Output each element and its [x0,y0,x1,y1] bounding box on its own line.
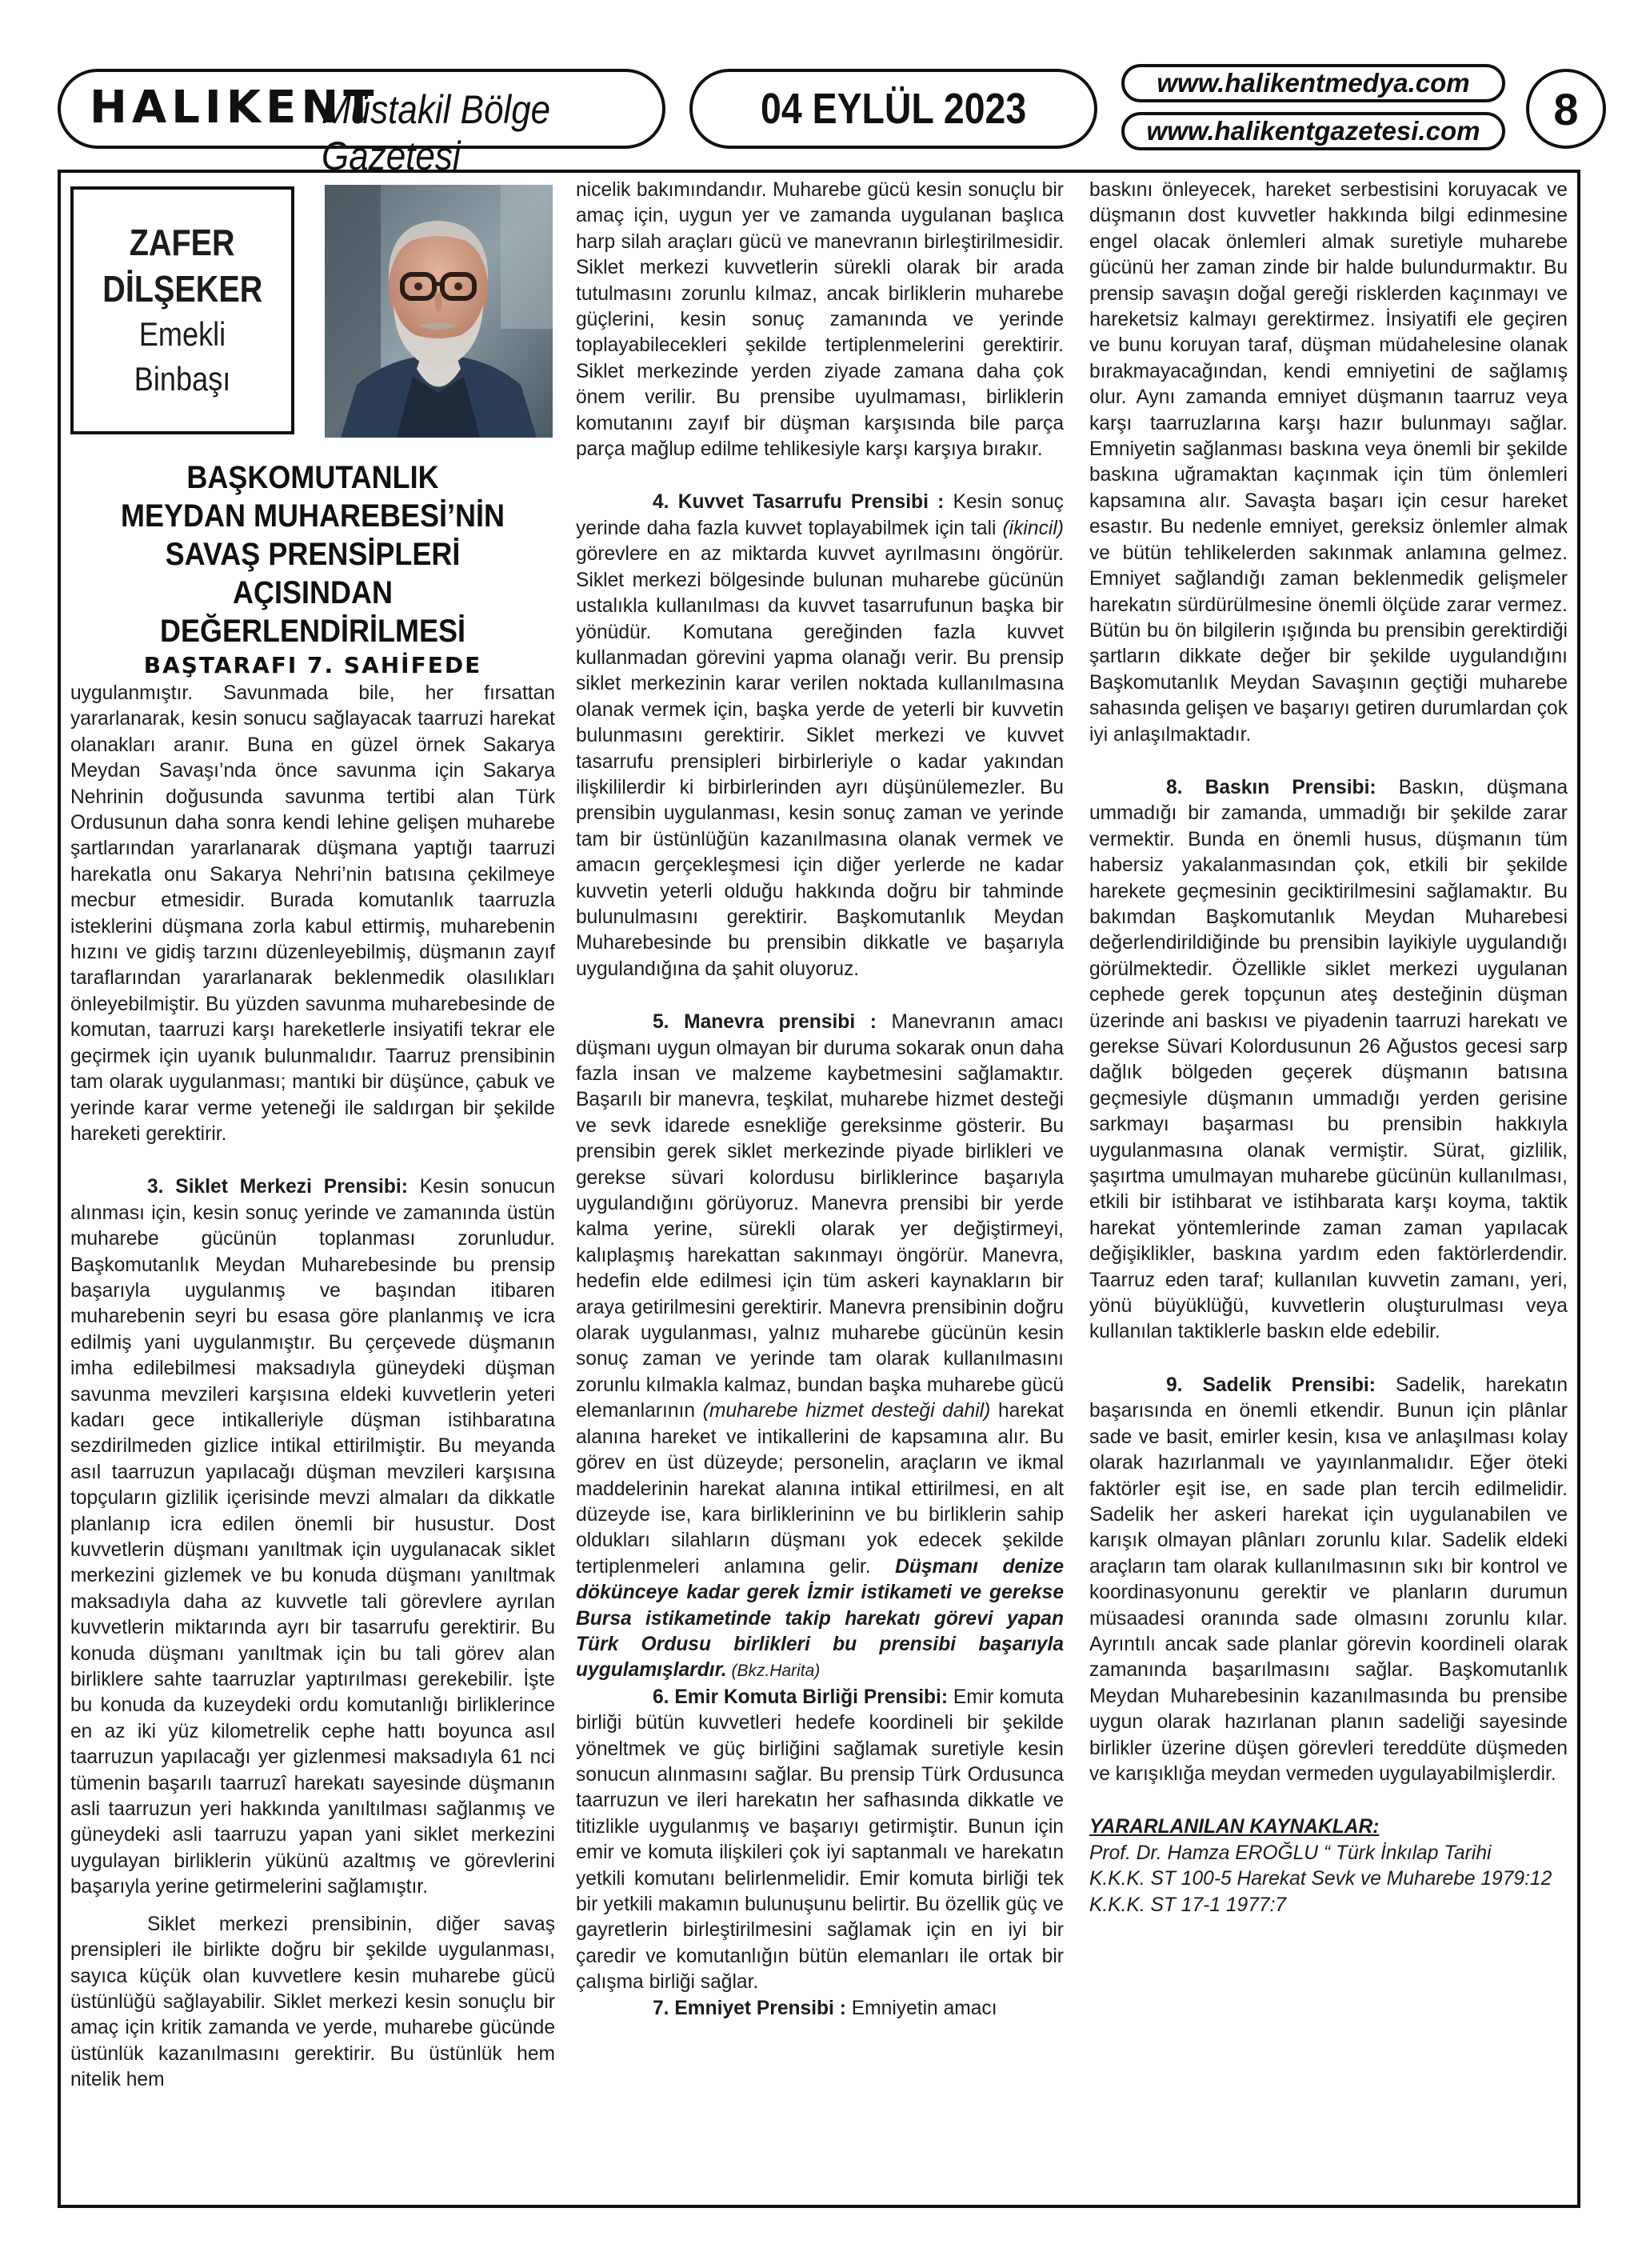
masthead-logo-box [58,69,665,178]
heading-principle-8: 8. Baskın Prensibi: [1166,776,1376,798]
reference-item-3: K.K.K. ST 17-1 1977:7 [1089,1894,1287,1916]
article-title [94,458,530,650]
page-number-badge [1526,69,1606,149]
paragraph-principle-5: 5. Manevra prensibi : Manevranın amacı düşmanı uygun olmayan bir duruma sokarak onun daha fazla insan ve malzeme kaybetmesini sağlamaktır. Başarılı bir manevra, teşkilat, muharebe hizmet desteği ve sevk idarede esnekliğe gereksinme gösterir. Bu prensibin gerek siklet merkezinde piyade birlikleri ve gerekse süvari kolordusu birliklerince başarıyla uygulandığını görüyoruz. Manevra prensibi bir yerde kalma yerine, sürekli olarak yer değiştirmeyi, kalıplaşmış harekattan sakınmayı öngörür. Manevra, hedefin elde edilmesi için tüm askeri kaynakların bir araya getirilmesini gerektirir. Manevra prensibinin doğru olarak uygulanması, yalnız muharebe gücünün kesin sonuç zaman ve yerinde tam olarak kullanılmasını zorunlu kılmakla kalmaz, bundan başka muharebe gücü elemanlarının (muharebe hizmet desteği dahil) harekat alanına hareket ve intikallerini de kapsamına alır. Bu görev en üst düzeyde; personelin, araçların ve ikmal maddelerinin harekat alanına intikal ettirilmesi, en alt düzeyde ise, kara birliklerininn ve bu birliklerin sahip oldukları silahların düşmanı yok edecek şekilde tertiplenmeleri anlamına gelir. Düşmanı denize dökünceye kadar gerek İzmir istikameti ve gerekse Bursa istikametinde takip harekatı görevi yapan Türk Ordusu birlikleri bu prensibi başarıyla uygulamışlardır. (Bkz.Harita) [576,1011,1064,1682]
title-line-3: SAVAŞ PRENSİPLERİ AÇISINDAN [165,537,461,610]
heading-principle-4: 4. Kuvvet Tasarrufu Prensibi : [653,491,945,514]
masthead [58,62,1580,178]
author-rank-line-2: Binbaşı [134,360,231,398]
paragraph-col2-cont: nicelik bakımındandır. Muharebe gücü kesin sonuçlu bir amaç için, uygun yer ve zamanda uygulanan başlıca harp silah araçları gücü ve manevranın birleştirilmesidir. Siklet merkezi kuvvetlerin sürekli olarak bir arada tutulmasını zorunlu kılmaz, ancak birliklerin muharebe güçlerini, kesin sonuç zamanında ve yerinde toplayabilecekleri şekilde tertiplenmelerini gerektirir. Siklet merkezinde yerden ziyade zamana daha çok önem verilir. Bu prensibe uyulmaması, birliklerin komutanını zayıf bir düşman karşısında bile parça parça mağlup edilme tehlikesiyle karşı karşıya bırakır. [576,179,1064,461]
reference-item-2: K.K.K. ST 100-5 Harekat Sevk ve Muharebe 1979:12 [1089,1868,1552,1890]
author-rank-line-1: Emekli [138,315,226,353]
reference-item-1: Prof. Dr. Hamza EROĞLU “ Türk İnkılap Tarihi [1089,1842,1492,1864]
paragraph-principle-6: 6. Emir Komuta Birliği Prensibi: Emir komuta birliği bütün kuvvetleri hedefe koordineli bir şekilde yöneltmek ve güç birliğini sağlamak suretiyle kesin sonucun alınmasını sağlar. Bu prensip Türk Ordusunca taarruzun ve ileri harekatın her safhasında dikkatle ve titizlikle uygulanmış ve başarıyı getirmiştir. Bunun için emir ve komuta ilişkileri çok iyi saptanmalı ve harekatın yetkili komutanı belirlenmelidir. Emir komuta birliği tek bir yetkili makamın bulunuşunu belirtir. Bu özellik güç ve gayretlerin birleştirilmesini sağlamak için en iyi bir çaredir ve komutanlığın bütün elemanları ile ortak bir çalışma birliği sağlar. [576,1686,1064,1994]
paragraph-principle-4: 4. Kuvvet Tasarrufu Prensibi : Kesin sonuç yerinde daha fazla kuvvet toplayabilmek için tali (ikincil) görevlere en az miktarda kuvvet ayrılmasını öngörür. Siklet merkezi bölgesinde bulunan muharebe gücünün ustalıkla kullanılması da kuvvet tasarrufunun başka bir yönüdür. Komutana gereğinden fazla kuvvet kullanmadan görevini yapma olanağı verir. Bu prensip siklet merkezinin karar verilen noktada kullanılmasına olanak vermek için, başka yerde de yeterli bir kuvvetin bulunmasını gerektirir. Siklet merkezi ve kuvvet tasarrufu prensipleri birbirleriyle o kadar yakından ilişkililerdir ki birbirlerinden ayrı düşünülemezler. Bu prensibin uygulanması, kesin sonuç zaman ve yerinde tam bir üstünlüğün kazanılmasına olanak vermek ve amacın gerçekleşmesi için diğer yerlerde ne kadar kuvvetin yeterli olduğu hakkında doğru bir tahminde bulunulmasını gerektirir. Başkomutanlık Meydan Muharebesinde bu prensibin dikkatle ve başarıyla uygulandığına da şahit oluyoruz. [576,491,1064,980]
website-url-2[interactable]: www.halikentgazetesi.com [1146,116,1480,146]
title-line-4: DEĞERLENDİRİLMESİ [159,614,466,649]
paragraph-principle-7-cont: baskını önleyecek, hareket serbestisini koruyacak ve düşmanın dost kuvvetler hakkında bilgi edinmesine engel olacak önlemleri almak suretiyle muharebe gücünü her zaman zinde bir halde bulundurmaktır. Bu prensip savaşın doğal gereği risklerden kaçınmayı ve hareketsiz kalmayı gerektirmez. İnsiyatifi ele geçiren ve bunu koruyan taraf, düşman müdahelesine olanak bırakmayacağından, kendi emniyetini de sağlamış olur. Aynı zamanda emniyet düşmanın taarruz veya karşı taarruzlarına karşı hazır bulunmayı sağlar. Emniyetin sağlanması baskına veya önemli bir şekilde baskına uğramaktan kaçınmak için tüm önlemleri kapsamına alır. Savaşta başarı için cesur hareket esastır. Bu nedenle emniyet, gereksiz önlemler almak ve bütün tehlikelerden sakınmak anlamına gelmez. Emniyet sağlandığı zaman beklenmedik gelişmeler harekatın sürdürülmesine önemli ölçüde zarar vermez. Bütün bu ön bilgilerin ışığında bu prensibin gerektirdiği şartların dikkate değer bir şekilde uygulandığını Başkomutanlık Meydan Savaşının geçtiği muharebe sahasında gelişen ve başarıyı getiren durumlardan çok iyi anlaşılmaktadır. [1089,179,1568,746]
issue-date: 04 EYLÜL 2023 [760,85,1027,133]
references-section [1089,1814,1568,1918]
heading-principle-9: 9. Sadelik Prensibi: [1166,1374,1376,1396]
article-column-1 [70,180,555,2094]
author-last-name: DİLŞEKER [102,268,263,310]
heading-principle-5: 5. Manevra prensibi : [653,1011,877,1034]
website-box-2 [1121,112,1505,150]
paragraph-principle-9: 9. Sadelik Prensibi: Sadelik, harekatın başarısında en önemli etkendir. Bunun için plânlar sade ve basit, emirler kesin, kısa ve anlaşılması kolay olarak hazırlanmalı ve yayınlanmalıdır. Eğer öteki faktörler eşit ise, en sade plan tercih edilmelidir. Sadelik her askeri harekat için uygulanabilen ve karışık olmayan plânları zorunlu kılar. Sadelik eldeki araçların tam olarak kullanılmasının sıkı bir kontrol ve koordinasyonunu gerektir ve planların durumun müsaadesi oranında sade olmasını zorunlu kılar. Ayrıntılı ancak sade planlar görevin koordineli olarak zamanında başarılmasını sağlar. Başkomutanlık Meydan Muharebesinin kazanılmasında bu prensibe uygun olarak hazırlanan planın sadeliği sayesinde birlikler üzerine düşen görevleri tereddüte düşmeden ve karışıklığa meydan vermeden uygulayabilmişlerdir. [1089,1374,1568,1785]
article-column-2 [576,178,1064,2022]
paragraph-principle-3 [70,1174,555,1900]
heading-principle-3: 3. Siklet Merkezi Prensibi: [147,1176,408,1198]
paragraph-principle-7: 7. Emniyet Prensibi : Emniyetin amacı [653,1997,997,2019]
newspaper-subtitle: Müstakil Bölge Gazetesi [322,87,551,178]
author-photo [325,185,553,438]
newspaper-name: HALIKENT [90,82,379,134]
emphasis-principle-5: Düşmanı denize dökünceye kadar gerek İzmir istikameti ve gerekse Bursa istikametinde takip harekatı görevi yapan Türk Ordusu birlikleri bu prensibi başarıyla uygulamışlardır. [576,1555,1064,1682]
map-reference: (Bkz.Harita) [726,1662,821,1681]
paragraph-principle-3-cont: Siklet merkezi prensibinin, diğer savaş prensipleri ile birlikte doğru bir şekilde uygulanması, sayıca küçük olan kuvvetlere kesin muharebe gücü üstünlüğü sağlayabilir. Siklet merkezi kesin sonuçlu bir amaç için kritik zamanda ve yerde, muharebe gücünde üstünlük kazanılmasını gerektirir. Bu üstünlük hem nitelik hem [70,1913,555,2091]
title-line-2: MEYDAN MUHAREBESİ’NİN [120,498,505,534]
text-principle-3: Kesin sonucun alınması için, kesin sonuç yerinde ve zamanında üstün muharebe gücünün toplanması zorunludur. Başkomutanlık Meydan Muharebesinde bu prensip başarıyla uygulanmış ve başından itibaren muharebenin seyri bu esasa göre planlanmış ve icra edilmiş yani uygulanmıştır. Bu çerçevede düşmanın imha edilebilmesi maksadıyla güneydeki düşman savunma mevzileri karşısına eldeki kuvvetlerin yeteri kadarı gece intikalleriyle düşman istihbaratına sezdirilmeden gizlice intikal ettirilmiştir. Bu meyanda asıl taarruzun yapılacağı düşman mevzileri karşısına topçuların gizlilik içerisinde mevzi almaları da dikkatle planlanıp icra edilen önemli bir husustur. Dost kuvvetlerin düşmanı yanıltmak için uygulanacak siklet merkezini gizlemek ve bu konuda düşmanı yanıltmak maksadıyla daha az kuvvetle tali görevlere ayrılan kuvvetlerin miktarında ayrı bir tasarrufu gerektirir. Bu konuda düşmanı yanıltmak için bu tali görev alan birliklere sahte taarruzlar yaptırılması gerekebilir. İşte bu konuda da kuzeydeki ordu komutanlığı birliklerince en az iki yüz kilometrelik cephe hattı boyunca asıl taarruzun yapılacağı yer gizlenmesi maksadıyla 61 nci tümenin başarılı taarruzî harekatı sayesinde düşmanın asli taarruzun yeri hakkında yanıltılması sağlanmış ve güneydeki asli taarruzu yapan yani siklet merkezini uygulayan birliklerin yükünü azaltmış ve görevlerini başarıyla yerine getirmelerini sağlamıştır. [70,1176,556,1898]
paragraph-intro: uygulanmıştır. Savunmada bile, her fırsattan yararlanarak, kesin sonucu sağlayacak taarruzi harekat olanakları aranır. Buna en güzel örnek Sakarya Meydan Savaşı’nda önce savunma için Sakarya Nehrinin doğusunda savunma tertibi alan Türk Ordusunun daha sonra kendi lehine gelişen muharebe şartlarından yararlanarak düşmana yaptığı taarruzi harekatla onu Sakarya Nehri’nin batısına çekilmeye mecbur etmesidir. Burada komutanlık taarruzla isteklerini düşmana zorla kabul ettirmiş, muharebenin hızını ve gidiş tarzını düzenleyebilmiş, düşmanın zayıf taraflarından yararlanarak beklenmedik olasılıkları önleyebilmiştir. Bu yüzden savunma muharebesinde de komutan, taarruzi karşı hareketlerle insiyatifi tekrar ele geçirmek için uyanık bulunmalıdır. Taarruz prensibinin tam olarak uygulanması; mantıki bir düşünce, çabuk ve yerinde karar verme yeteneği ile saldırgan bir şekilde hareketi gerektirir. [70,682,555,1145]
author-first-name: ZAFER [130,222,235,263]
heading-principle-6: 6. Emir Komuta Birliği Prensibi: [653,1686,949,1708]
references-heading: YARARLANILAN KAYNAKLAR: [1089,1816,1380,1838]
page-number: 8 [1553,83,1579,134]
author-portrait-image [325,185,553,438]
article-column-3 [1089,178,1568,1918]
website-box-1 [1121,64,1505,102]
author-name-box [70,186,294,434]
website-url-1[interactable]: www.halikentmedya.com [1157,68,1470,98]
paragraph-principle-8: 8. Baskın Prensibi: Baskın, düşmana ummadığı bir zamanda, ummadığı bir şekilde zarar vermektir. Bunda en önemli husus, düşmanın tüm habersiz yakalanmasından çok, etkili bir şekilde harekete geçmesinin geciktirilmesini sağlamaktır. Bu bakımdan Başkomutanlık Meydan Muharebesi değerlendirildiğinde bu prensibin layikiyle uygulandığı görülmektedir. Özellikle siklet merkezi uygulanan cephede gerek topçunun ateş desteğinin düşman üzerinde ani baskısı ve piyadenin taarruzi harekatı ve gerekse Süvari Kolordusunun 26 Ağustos gecesi sarp dağlık bölgeden geçerek düşmanın batısına geçmesiyle düşmanın ummadığı yerden gerisine sarkmayı başarması bu prensibin hakkıyla uygulanmasına olanak vermiştir. Sürat, gizlilik, şaşırtma umulmayan muharebe gücünün kullanılması, etkili bir istihbarat ve istihbarata karşı koyma, taktik harekat yöntemlerinde zaman zaman yapılacak değişiklikler, baskına yardım eden faktörlerdendir. Taarruz eden taraf; kullanılan kuvvetin zamanı, yeri, yönü büyüklüğü, kuvvetlerin oluşturulması veya kullanılan taktiklerle baskın elde edebilir. [1089,776,1568,1343]
continued-from-note: BAŞTARAFI 7. SAHİFEDE [143,652,482,678]
title-line-1: BAŞKOMUTANLIK [186,460,439,495]
issue-date-box [689,69,1097,149]
author-section [70,180,555,441]
heading-principle-7: 7. Emniyet Prensibi : [653,1997,846,2019]
